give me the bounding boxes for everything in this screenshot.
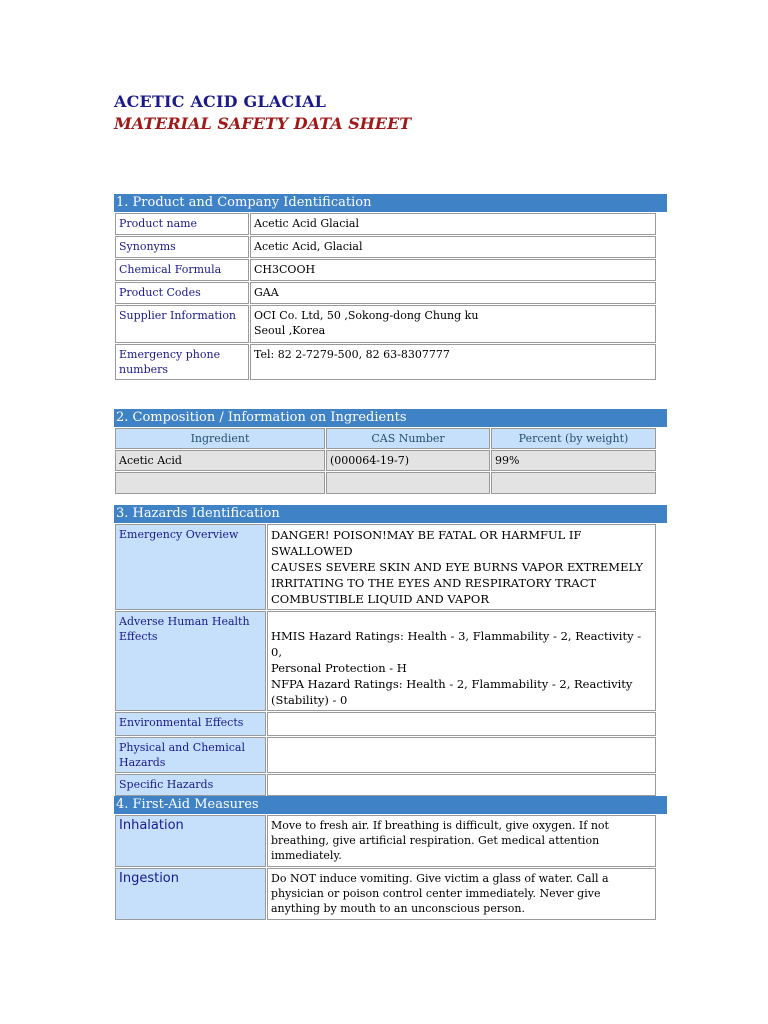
text-line: anything by mouth to an unconscious person. (271, 902, 525, 915)
table-cell: Acetic Acid (115, 450, 325, 471)
row-value: Acetic Acid, Glacial (250, 236, 656, 258)
text-line: CAUSES SEVERE SKIN AND EYE BURNS VAPOR EXTREMELY (271, 560, 643, 574)
table-row (115, 282, 656, 304)
row-label (115, 344, 249, 380)
text-line: SWALLOWED (271, 544, 353, 558)
label-line: numbers (119, 363, 169, 376)
row-label: Product name (115, 213, 249, 235)
section-heading: 1. Product and Company Identification (114, 194, 667, 212)
adverse-health-label (115, 611, 266, 711)
label-line: Hazards (119, 756, 166, 769)
text-line: COMBUSTIBLE LIQUID AND VAPOR (271, 592, 489, 606)
section-heading: 3. Hazards Identification (114, 505, 667, 523)
adverse-health-text (267, 611, 656, 711)
table-row (115, 259, 656, 281)
table-row (115, 524, 656, 610)
product-identification-table (114, 212, 657, 381)
ingestion-text (267, 868, 656, 920)
row-label: Synonyms (115, 236, 249, 258)
specific-hazards-value (267, 774, 656, 796)
first-aid-table (114, 814, 657, 921)
section-heading: 2. Composition / Information on Ingredients (114, 409, 667, 427)
row-label: Product Codes (115, 282, 249, 304)
row-value: CH3COOH (250, 259, 656, 281)
section-composition (114, 409, 667, 495)
table-row (115, 815, 656, 867)
text-line: breathing, give artificial respiration. Get medical attention (271, 834, 600, 847)
row-value: Acetic Acid Glacial (250, 213, 656, 235)
table-row (115, 774, 656, 796)
table-cell (326, 472, 490, 494)
specific-hazards-label: Specific Hazards (115, 774, 266, 796)
table-cell (491, 472, 656, 494)
row-value (250, 305, 656, 343)
table-row (115, 305, 656, 343)
composition-table (114, 427, 657, 495)
inhalation-text (267, 815, 656, 867)
text-line: Move to fresh air. If breathing is difficult, give oxygen. If not (271, 819, 609, 832)
text-line: IRRITATING TO THE EYES AND RESPIRATORY TRACT (271, 576, 597, 590)
section-heading: 4. First-Aid Measures (114, 796, 667, 814)
label-line: Adverse Human Health (119, 615, 250, 628)
table-header-row (115, 428, 656, 449)
text-line: physician or poison control center immediately. Never give (271, 887, 601, 900)
table-row (115, 213, 656, 235)
section-first-aid (114, 796, 667, 921)
table-row (115, 472, 656, 494)
text-line: Personal Protection - H (271, 661, 407, 675)
table-row (115, 344, 656, 380)
inhalation-label: Inhalation (115, 815, 266, 867)
table-row (115, 611, 656, 711)
text-line: (Stability) - 0 (271, 693, 348, 707)
row-label: Supplier Information (115, 305, 249, 343)
column-header: CAS Number (326, 428, 490, 449)
text-line: immediately. (271, 849, 342, 862)
row-value: Tel: 82 2-7279-500, 82 63-8307777 (250, 344, 656, 380)
table-cell: (000064-19-7) (326, 450, 490, 471)
row-label: Chemical Formula (115, 259, 249, 281)
value-line: OCI Co. Ltd, 50 ,Sokong-dong Chung ku (254, 309, 479, 322)
section-hazards (114, 505, 667, 797)
label-line: Physical and Chemical (119, 741, 245, 754)
label-line: Effects (119, 630, 158, 643)
emergency-overview-label: Emergency Overview (115, 524, 266, 610)
value-line: Seoul ,Korea (254, 324, 326, 337)
document-subtitle: MATERIAL SAFETY DATA SHEET (114, 114, 412, 133)
physical-chemical-hazards-value (267, 737, 656, 773)
text-line: HMIS Hazard Ratings: Health - 3, Flammability - 2, Reactivity - 0, (271, 629, 642, 659)
table-row (115, 712, 656, 736)
column-header: Percent (by weight) (491, 428, 656, 449)
environmental-effects-label: Environmental Effects (115, 712, 266, 736)
table-cell: 99% (491, 450, 656, 471)
column-header: Ingredient (115, 428, 325, 449)
table-cell (115, 472, 325, 494)
document-title: ACETIC ACID GLACIAL (114, 92, 327, 111)
table-row (115, 450, 656, 471)
table-row (115, 236, 656, 258)
text-line: DANGER! POISON!MAY BE FATAL OR HARMFUL IF (271, 528, 582, 542)
hazards-table (114, 523, 657, 797)
table-row (115, 737, 656, 773)
section-product-identification (114, 194, 667, 381)
emergency-overview-text (267, 524, 656, 610)
label-line: Emergency phone (119, 348, 221, 361)
environmental-effects-value (267, 712, 656, 736)
table-row (115, 868, 656, 920)
text-line: Do NOT induce vomiting. Give victim a glass of water. Call a (271, 872, 609, 885)
row-value: GAA (250, 282, 656, 304)
physical-chemical-hazards-label (115, 737, 266, 773)
ingestion-label: Ingestion (115, 868, 266, 920)
text-line: NFPA Hazard Ratings: Health - 2, Flammability - 2, Reactivity (271, 677, 633, 691)
